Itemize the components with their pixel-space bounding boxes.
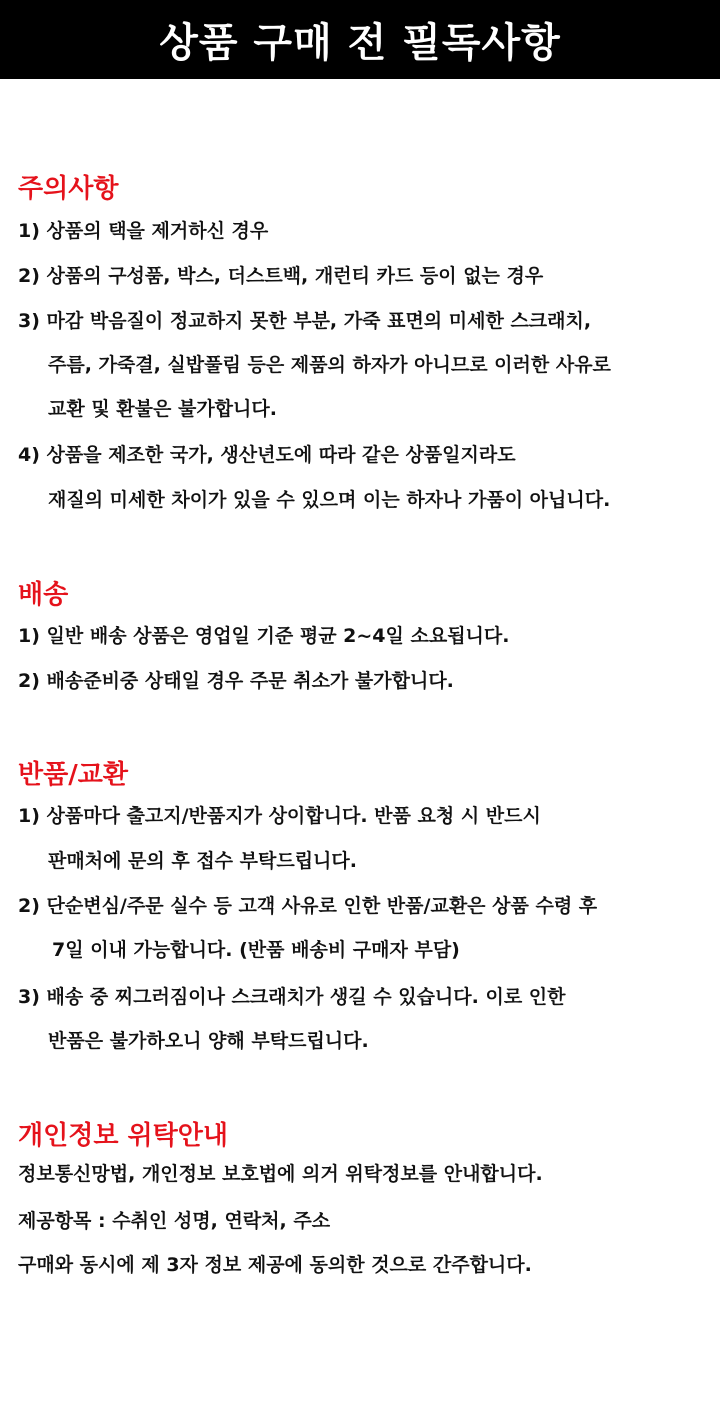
returns-line-3: 3) 배송 중 찌그러짐이나 스크래치가 생길 수 있습니다. 이로 인한: [18, 986, 566, 1008]
page-title: 상품 구매 전 필독사항: [0, 0, 720, 79]
caution-line-4: 4) 상품을 제조한 국가, 생산년도에 따라 같은 상품일지라도: [18, 444, 516, 466]
returns-line-2: 2) 단순변심/주문 실수 등 고객 사유로 인한 반품/교환은 상품 수령 후: [18, 895, 598, 917]
shipping-line-2: 2) 배송준비중 상태일 경우 주문 취소가 불가합니다.: [18, 670, 454, 692]
returns-line-1: 1) 상품마다 출고지/반품지가 상이합니다. 반품 요청 시 반드시: [18, 805, 541, 827]
caution-line-1: 1) 상품의 택을 제거하신 경우: [18, 220, 269, 242]
section-title-shipping: 배송: [18, 580, 69, 610]
returns-line-1-cont: 판매처에 문의 후 접수 부탁드립니다.: [48, 850, 357, 872]
returns-line-2-cont: 7일 이내 가능합니다. (반품 배송비 구매자 부담): [52, 939, 460, 961]
caution-line-3-cont2: 교환 및 환불은 불가합니다.: [48, 398, 277, 420]
privacy-line-1: 정보통신망법, 개인정보 보호법에 의거 위탁정보를 안내합니다.: [18, 1163, 543, 1185]
privacy-line-3: 구매와 동시에 제 3자 정보 제공에 동의한 것으로 간주합니다.: [18, 1254, 532, 1276]
caution-line-2: 2) 상품의 구성품, 박스, 더스트백, 개런티 카드 등이 없는 경우: [18, 265, 544, 287]
section-title-returns: 반품/교환: [18, 760, 128, 790]
section-title-caution: 주의사항: [18, 174, 119, 204]
caution-line-3: 3) 마감 박음질이 정교하지 못한 부분, 가죽 표면의 미세한 스크래치,: [18, 310, 592, 332]
caution-line-3-cont: 주름, 가죽결, 실밥풀림 등은 제품의 하자가 아니므로 이러한 사유로: [48, 354, 611, 376]
caution-line-4-cont: 재질의 미세한 차이가 있을 수 있으며 이는 하자나 가품이 아닙니다.: [48, 489, 611, 511]
privacy-line-2: 제공항목 : 수취인 성명, 연락처, 주소: [18, 1210, 331, 1232]
shipping-line-1: 1) 일반 배송 상품은 영업일 기준 평균 2~4일 소요됩니다.: [18, 625, 510, 647]
section-title-privacy: 개인정보 위탁안내: [18, 1121, 228, 1151]
returns-line-3-cont: 반품은 불가하오니 양해 부탁드립니다.: [48, 1030, 369, 1052]
